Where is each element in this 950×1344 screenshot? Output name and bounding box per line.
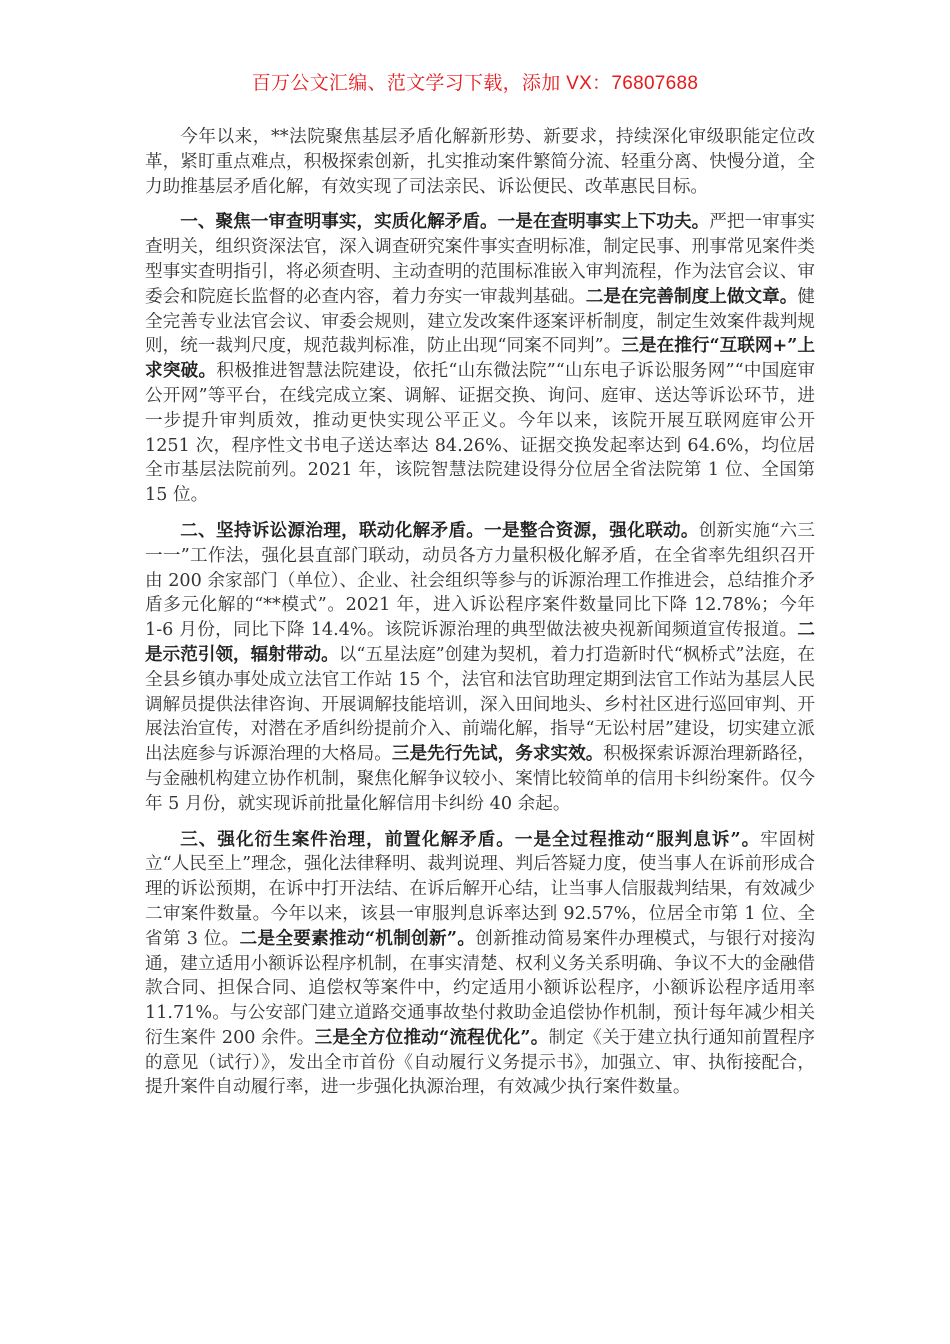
bold-heading-text: 一、聚焦一审查明事实，实质化解矛盾。一是在查明事实上下功夫。 bbox=[180, 211, 710, 233]
bold-heading-text: 三是先行先试，务求实效。 bbox=[391, 743, 604, 765]
body-text: 今年以来，**法院聚焦基层矛盾化解新形势、新要求，持续深化审级职能定位改革，紧盯重点难点，积极探索创新，扎实推动案件繁简分流、轻重分离、快慢分道，全力助推基层矛盾化解，有效实现了司法亲民、诉讼便民、改革惠民目标。 bbox=[145, 127, 815, 197]
body-text: 创新推动简易案件办理模式，与银行对接沟通，建立适用小额诉讼程序机制，在事实清楚、权利义务关系明确、争议不大的金融借款合同、担保合同、追偿权等案件中，约定适用小额诉讼程序，小额诉讼程序适用率 11.71%。与公安部门建立道路交通事故垫付救助金追偿协作机制，预计每年减少相关衍生案件 200 余件。 bbox=[145, 928, 815, 1048]
bold-heading-text: 二是在完善制度上做文章。 bbox=[585, 285, 798, 307]
bold-heading-text: 二、坚持诉讼源治理，联动化解矛盾。一是整合资源，强化联动。 bbox=[180, 519, 699, 541]
bold-heading-text: 三是全方位推动“流程优化”。 bbox=[314, 1026, 549, 1048]
bold-heading-text: 二是示范引领，辐射带动。 bbox=[145, 619, 815, 665]
paragraph bbox=[145, 210, 815, 508]
bold-heading-text: 三、强化衍生案件治理，前置化解矛盾。一是全过程推动“服判息诉”。 bbox=[180, 828, 761, 850]
body-text: 以“五星法庭”创建为契机，着力打造新时代“枫桥式”法庭，在全县乡镇办事处成立法官工作站 15 个，法官和法官助理定期到法官工作站为基层人民调解员提供法律咨询、开展调解技能培训，深入田间地头、乡村社区进行巡回审判、开展法治宣传，对潜在矛盾纠纷提前介入、前端化解，指导“无讼村居”建设，切实建立派出法庭参与诉源治理的大格局。 bbox=[145, 644, 815, 765]
watermark-banner: 百万公文汇编、范文学习下载，添加 VX：76807688 bbox=[251, 73, 699, 94]
paragraph bbox=[145, 828, 815, 1101]
bold-heading-text: 二是全要素推动“机制创新”。 bbox=[239, 927, 476, 949]
body-text: 创新实施“六三一一”工作法，强化县直部门联动，动员各方力量积极化解矛盾，在全省率先组织召开由 200 余家部门（单位）、企业、社会组织等参与的诉源治理工作推进会，总结推介矛盾多元化解的“**模式”。2021 年，进入诉讼程序案件数量同比下降 12.78%；今年 1-6 月份，同比下降 14.4%。该院诉源治理的典型做法被央视新闻频道宣传报道。 bbox=[145, 520, 815, 641]
paragraph bbox=[145, 125, 815, 199]
body-text: 健全完善专业法官会议、审委会规则，建立发改案件逐案评析制度，制定生效案件裁判规则，统一裁判尺度，规范裁判标准，防止出现“同案不同判”。 bbox=[145, 286, 815, 357]
body-text: 制定《关于建立执行通知前置程序的意见（试行）》，发出全市首份《自动履行义务提示书》，加强立、审、执衔接配合，提升案件自动履行率，进一步强化执源治理，有效减少执行案件数量。 bbox=[145, 1027, 815, 1098]
body-text: 积极推进智慧法院建设，依托“山东微法院”“山东电子诉讼服务网”“中国庭审公开网”等平台，在线完成立案、调解、证据交换、询问、庭审、送达等诉讼环节，进一步提升审判质效，推动更快实现公平正义。今年以来，该院开展互联网庭审公开 1251 次，程序性文书电子送达率达 84.26%、证据交换发起率达到 64.6%，均位居全市基层法院前列。2021 年，该院智慧法院建设得分位居全省法院第 1 位、全国第 15 位。 bbox=[145, 361, 815, 506]
bold-heading-text: 三是在推行“互联网+”上求突破。 bbox=[145, 335, 815, 382]
body-text: 严把一审事实查明关，组织资深法官，深入调查研究案件事实查明标准，制定民事、刑事常见案件类型事实查明指引，将必须查明、主动查明的范围标准嵌入审判流程，作为法官会议、审委会和院庭长监督的必查内容，着力夯实一审裁判基础。 bbox=[145, 212, 815, 307]
body-text: 牢固树立“人民至上”理念，强化法律释明、裁判说理、判后答疑力度，使当事人在诉前形成合理的诉讼预期，在诉中打开法结、在诉后解开心结，让当事人信服裁判结果，有效减少二审案件数量。今年以来，该县一审服判息诉率达到 92.57%，位居全市第 1 位、全省第 3 位。 bbox=[145, 829, 815, 949]
document-body bbox=[145, 125, 815, 1111]
body-text: 积极探索诉源治理新路径，与金融机构建立协作机制，聚焦化解争议较小、案情比较简单的信用卡纠纷案件。仅今年 5 月份，就实现诉前批量化解信用卡纠纷 40 余起。 bbox=[145, 744, 815, 814]
paragraph bbox=[145, 519, 815, 817]
